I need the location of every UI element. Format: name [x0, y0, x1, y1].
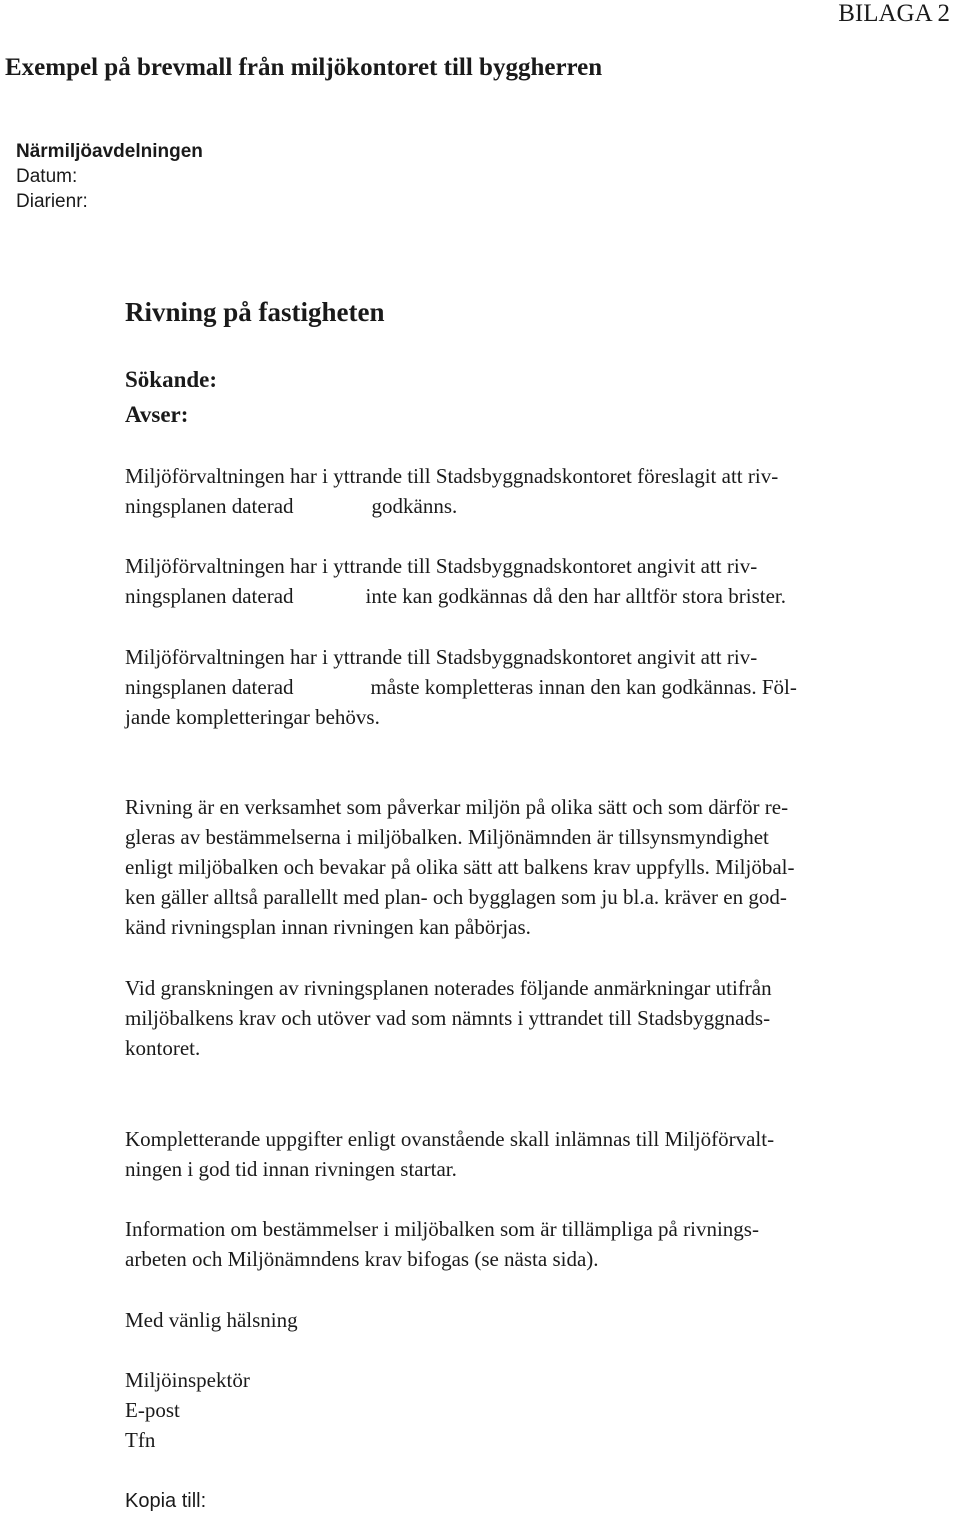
paragraph-line: Kompletterande uppgifter enligt ovanstående skall inlämnas till Miljöförvalt-: [125, 1127, 775, 1151]
registration-number-label: Diarienr:: [16, 191, 88, 212]
paragraph-line: arbeten och Miljönämndens krav bifogas (se nästa sida).: [125, 1247, 599, 1271]
paragraph-supplement: [125, 1124, 955, 1184]
text-fragment: godkänns.: [371, 494, 458, 518]
paragraph-line: gleras av bestämmelserna i miljöbalken. Miljönämnden är tillsynsmyndighet: [125, 825, 769, 849]
paragraph-line: ken gäller alltså parallellt med plan- och bygglagen som ju bl.a. kräver en god-: [125, 885, 787, 909]
option-paragraph-supplement: [125, 642, 955, 732]
phone-label: Tfn: [125, 1428, 156, 1452]
email-label: E-post: [125, 1398, 180, 1422]
paragraph-line: kontoret.: [125, 1036, 201, 1060]
paragraph-line: Miljöförvaltningen har i yttrande till Stadsbyggnadskontoret angivit att riv-: [125, 645, 758, 669]
date-label: Datum:: [16, 166, 78, 187]
paragraph-review: [125, 973, 955, 1063]
document-title: Exempel på brevmall från miljökontoret till byggherren: [5, 54, 603, 81]
paragraph-line: Rivning är en verksamhet som påverkar miljön på olika sätt och som därför re-: [125, 795, 789, 819]
paragraph-line: [125, 672, 955, 702]
paragraph-line: Miljöförvaltningen har i yttrande till Stadsbyggnadskontoret angivit att riv-: [125, 554, 758, 578]
paragraph-line: [125, 581, 955, 611]
paragraph-line: Vid granskningen av rivningsplanen noterades följande anmärkningar utifrån: [125, 976, 772, 1000]
paragraph-line: jande kompletteringar behövs.: [125, 705, 380, 729]
paragraph-line: [125, 491, 955, 521]
subject-title: Rivning på fastigheten: [125, 297, 385, 327]
paragraph-line: enligt miljöbalken och bevakar på olika sätt att balkens krav uppfylls. Miljöbal-: [125, 855, 795, 879]
text-fragment: måste kompletteras innan den kan godkännas. Föl-: [370, 675, 797, 699]
attachment-label: BILAGA 2: [838, 0, 950, 27]
department-name: Närmiljöavdelningen: [16, 141, 203, 162]
option-paragraph-approve: [125, 461, 955, 521]
paragraph-regulation: [125, 792, 955, 942]
text-fragment: ningsplanen daterad: [125, 675, 294, 699]
paragraph-line: känd rivningsplan innan rivningen kan påbörjas.: [125, 915, 531, 939]
signature-block: [125, 1365, 250, 1455]
text-fragment: inte kan godkännas då den har alltför stora brister.: [365, 584, 786, 608]
option-paragraph-reject: [125, 551, 955, 611]
paragraph-line: Miljöförvaltningen har i yttrande till Stadsbyggnadskontoret föreslagit att riv-: [125, 464, 779, 488]
paragraph-line: Information om bestämmelser i miljöbalken som är tillämpliga på rivnings-: [125, 1217, 759, 1241]
closing-greeting: Med vänlig hälsning: [125, 1308, 298, 1332]
text-fragment: ningsplanen daterad: [125, 494, 294, 518]
paragraph-line: ningen i god tid innan rivningen startar.: [125, 1157, 457, 1181]
copy-to-label: Kopia till:: [125, 1490, 207, 1512]
concerns-label: Avser:: [125, 402, 189, 427]
applicant-label: Sökande:: [125, 367, 218, 392]
paragraph-information: [125, 1214, 955, 1274]
inspector-role: Miljöinspektör: [125, 1368, 250, 1392]
paragraph-line: miljöbalkens krav och utöver vad som nämnts i yttrandet till Stadsbyggnads-: [125, 1006, 771, 1030]
text-fragment: ningsplanen daterad: [125, 584, 294, 608]
